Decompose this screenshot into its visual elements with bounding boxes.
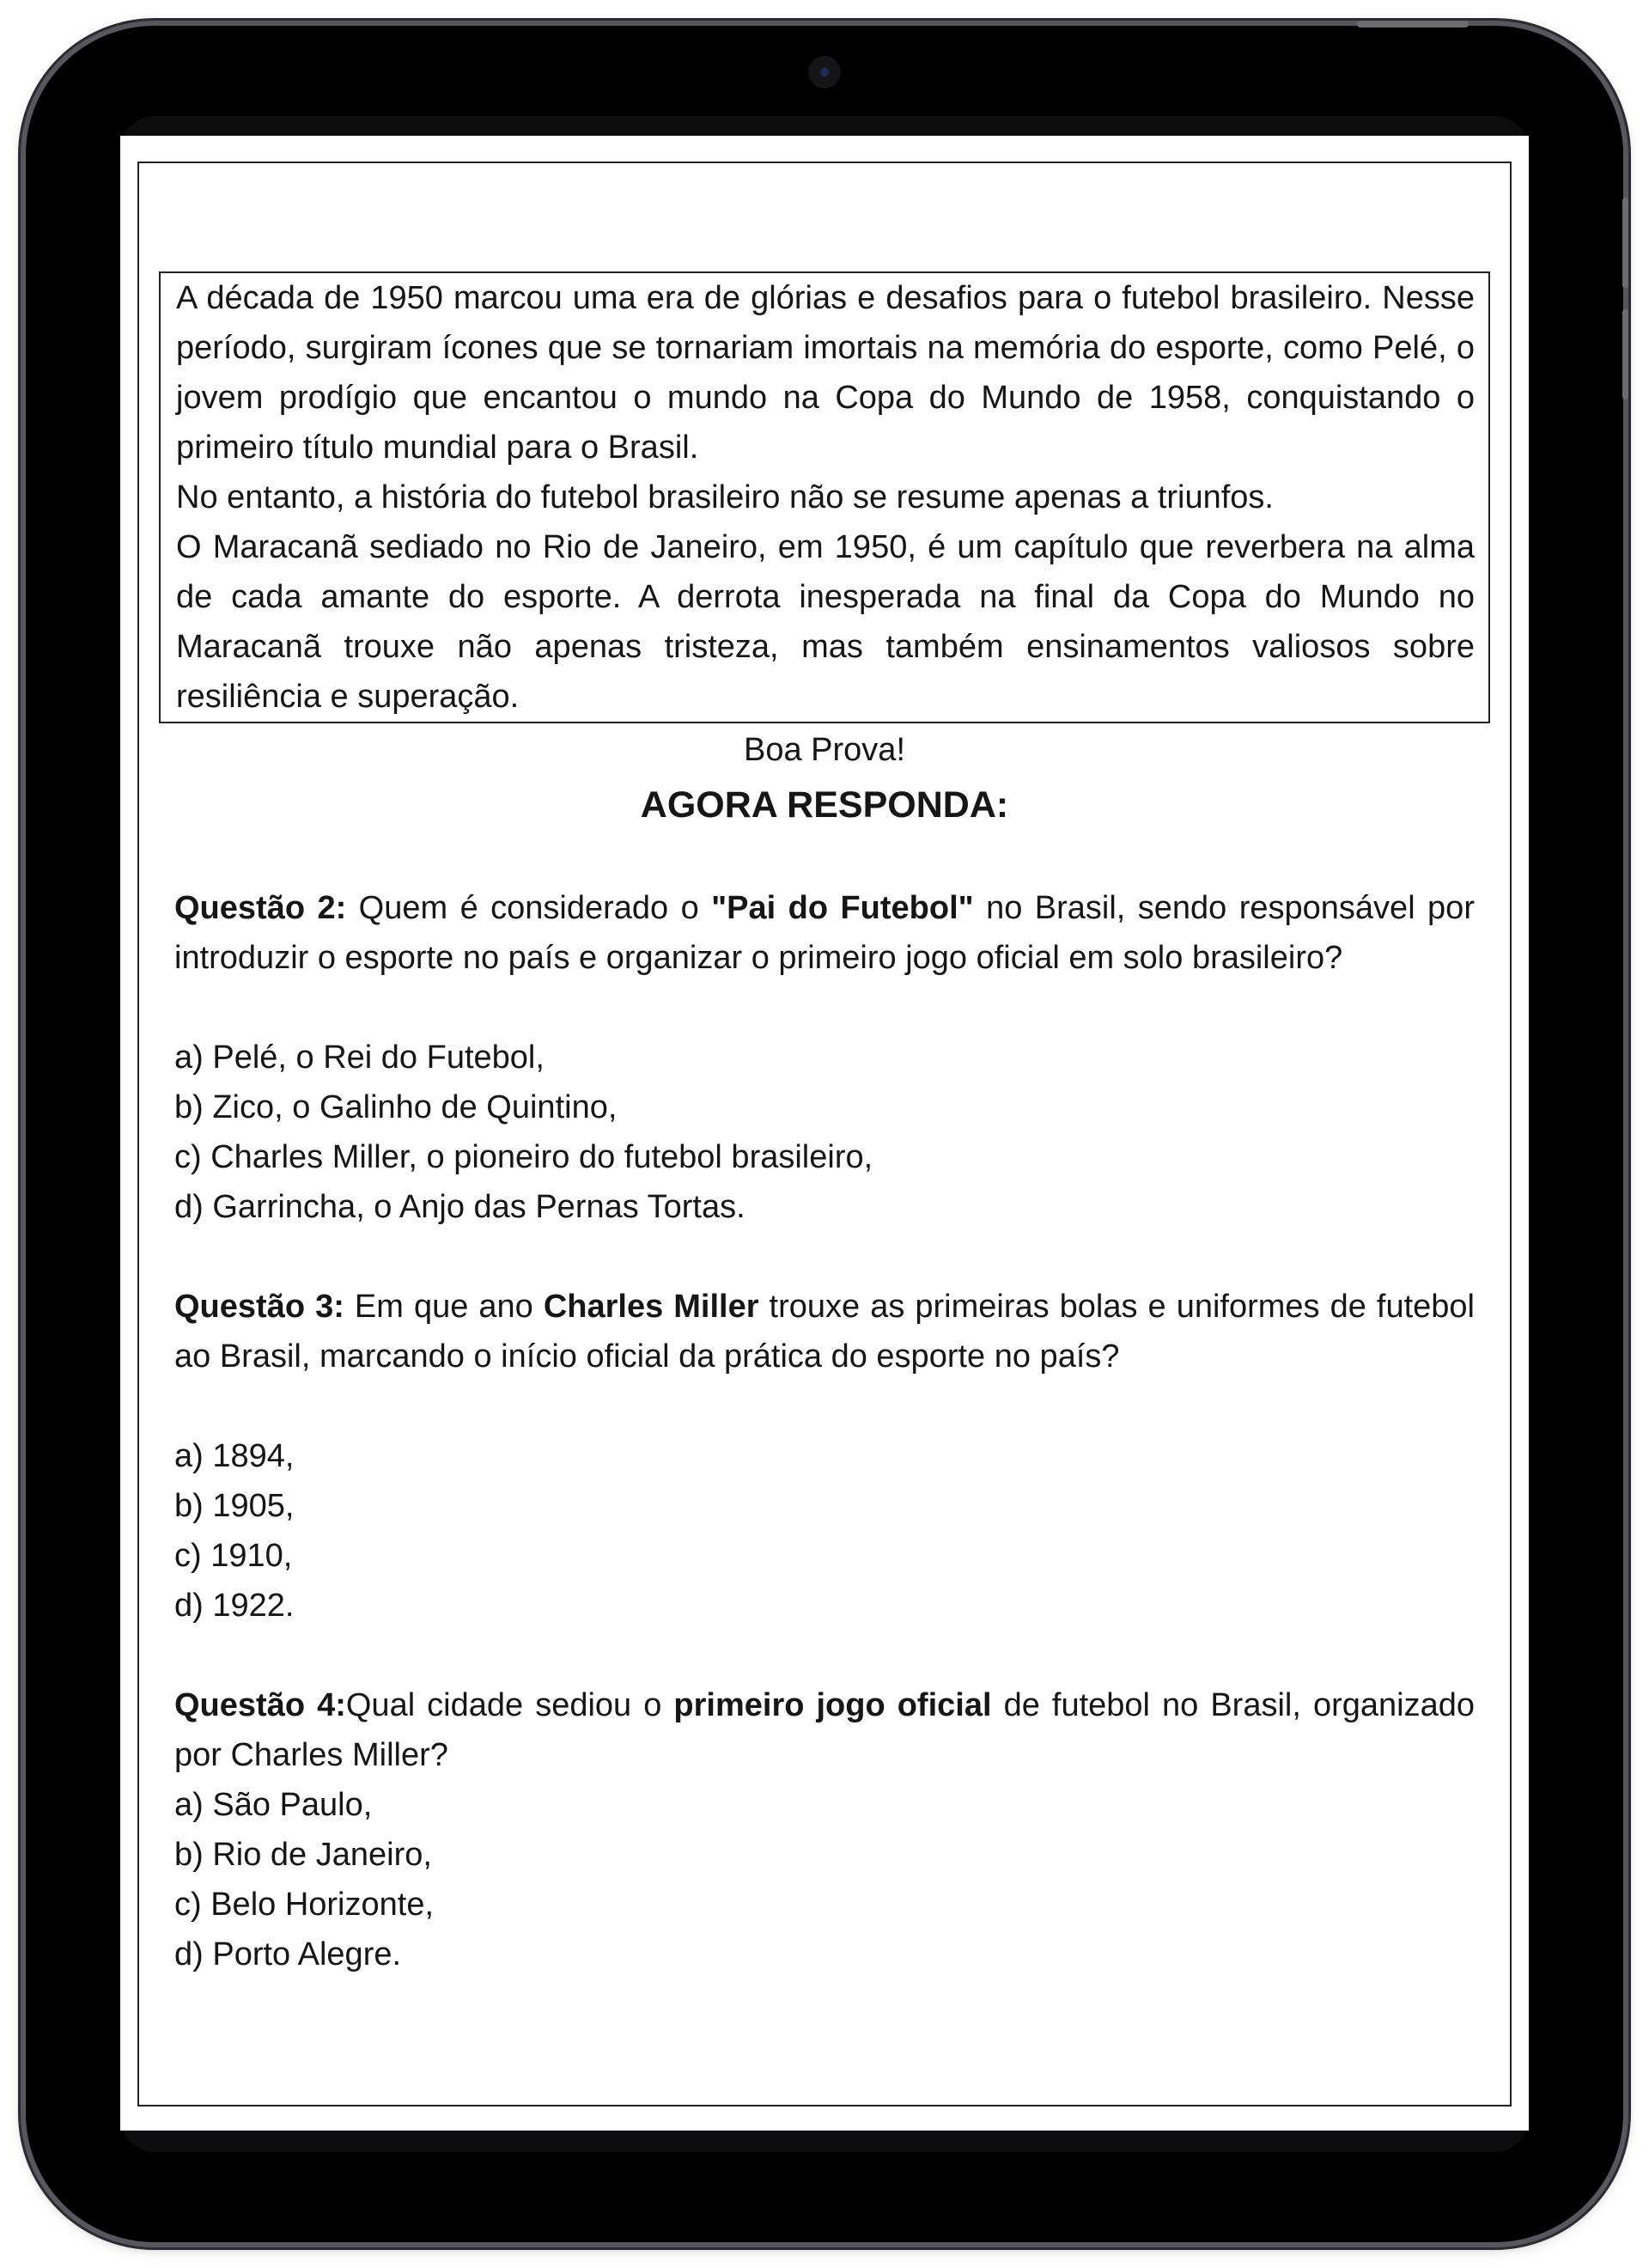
question-text-part: Em que ano [344, 1289, 544, 1325]
answer-option[interactable]: d) Garrincha, o Anjo das Pernas Tortas. [174, 1189, 745, 1225]
question-text [174, 1680, 1475, 1780]
answer-option[interactable]: a) Pelé, o Rei do Futebol, [174, 1040, 545, 1076]
section-heading: AGORA RESPONDA: [640, 784, 1009, 826]
question-label: Questão 2: [174, 890, 347, 926]
answer-options [174, 1780, 1475, 1979]
question-4 [174, 1680, 1475, 1979]
answer-options [174, 1033, 1475, 1232]
answer-option[interactable]: b) Rio de Janeiro, [174, 1837, 432, 1873]
question-text [174, 1282, 1475, 1381]
intro-paragraph: A década de 1950 marcou uma era de glórias e desafios para o futebol brasileiro. Nesse período, surgiram ícones que se tornariam imortais na memória do esporte, como Pelé, o jovem prodígio que encantou o mundo na Copa do Mundo de 1958, conquistando o primeiro título mundial para o Brasil. [176, 280, 1475, 466]
question-text [174, 883, 1475, 983]
greeting-text: Boa Prova! [744, 732, 905, 768]
answer-option[interactable]: b) 1905, [174, 1488, 295, 1524]
intro-paragraph: O Maracanã sediado no Rio de Janeiro, em 1950, é um capítulo que reverbera na alma de cada amante do esporte. A derrota inesperada na final da Copa do Mundo no Maracanã trouxe não apenas tristeza, mas também ensinamentos valiosos sobre resiliência e superação. [176, 529, 1475, 715]
volume-down-button [1622, 309, 1628, 399]
volume-up-button [1622, 198, 1628, 288]
question-text-part: Qual cidade sediou o [345, 1687, 674, 1723]
answer-option[interactable]: a) São Paulo, [174, 1787, 373, 1823]
answer-option[interactable]: a) 1894, [174, 1438, 295, 1474]
question-emphasis: "Pai do Futebol" [711, 890, 974, 926]
intro-text-box [159, 271, 1490, 723]
question-text-part: de futebol no Brasil, organizado por Charles Miller? [174, 1687, 1475, 1773]
question-text-part: trouxe as primeiras bolas e uniformes de futebol ao Brasil, marcando o início oficial da prática do esporte no país? [174, 1289, 1475, 1375]
answer-option[interactable]: c) 1910, [174, 1538, 293, 1574]
answer-option[interactable]: c) Belo Horizonte, [174, 1887, 435, 1923]
intro-paragraph: No entanto, a história do futebol brasileiro não se resume apenas a triunfos. [176, 479, 1274, 515]
power-button [1357, 21, 1469, 27]
question-text-part: no Brasil, sendo responsável por introduzir o esporte no país e organizar o primeiro jogo oficial em solo brasileiro? [174, 890, 1475, 976]
tablet-screen[interactable] [120, 136, 1529, 2131]
answer-option[interactable]: d) 1922. [174, 1588, 295, 1624]
questions-list [159, 845, 1490, 1979]
answer-option[interactable]: d) Porto Alegre. [174, 1936, 402, 1972]
question-3 [174, 1282, 1475, 1631]
question-label: Questão 3: [174, 1289, 344, 1325]
question-emphasis: primeiro jogo oficial [673, 1687, 992, 1723]
question-label: Questão 4: [174, 1687, 346, 1723]
question-emphasis: Charles Miller [543, 1289, 759, 1325]
question-2 [174, 883, 1475, 1232]
question-text-part: Quem é considerado o [346, 890, 712, 926]
answer-options [174, 1431, 1475, 1631]
answer-option[interactable]: b) Zico, o Galinho de Quintino, [174, 1089, 618, 1125]
answer-option[interactable]: c) Charles Miller, o pioneiro do futebol brasileiro, [174, 1139, 873, 1175]
front-camera [808, 56, 841, 88]
exam-content [159, 271, 1490, 1979]
